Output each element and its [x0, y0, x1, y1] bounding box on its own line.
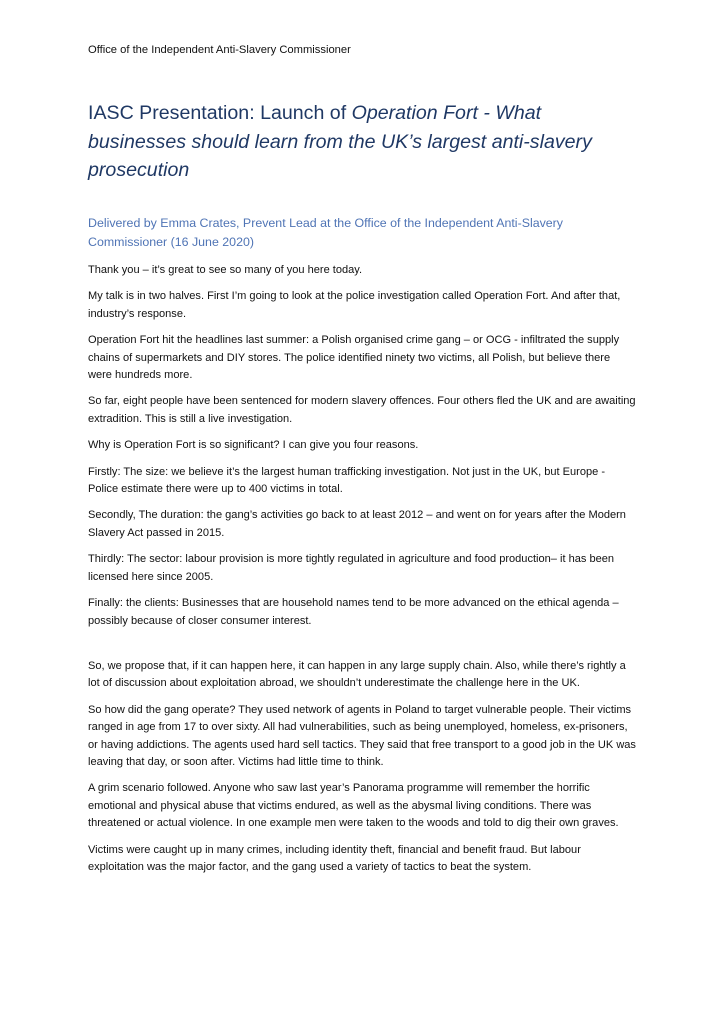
running-header: Office of the Independent Anti-Slavery Commissioner [88, 44, 351, 56]
paragraph: Firstly: The size: we believe it’s the largest human trafficking investigation. Not just in the UK, but Europe - Police estimate there were up to 400 victims in total. [88, 465, 605, 496]
speech-body [88, 262, 636, 885]
paragraph: Thank you – it’s great to see so many of you here today. [88, 264, 363, 276]
paragraph: Operation Fort hit the headlines last summer: a Polish organised crime gang – or OCG - infiltrated the supply chains of supermarkets and DIY stores. The police identified ninety two victims, all Polish, but believe there were hundreds more. [88, 334, 620, 382]
paragraph: So far, eight people have been sentenced for modern slavery offences. Four others fled the UK and are awaiting extradition. This is still a live investigation. [88, 395, 636, 425]
paragraph: Secondly, The duration: the gang’s activities go back to at least 2012 – and went on for years after the Modern Slavery Act passed in 2015. [88, 509, 626, 539]
paragraph: Why is Operation Fort is so significant? I can give you four reasons. [88, 439, 419, 452]
paragraph: Thirdly: The sector: labour provision is more tightly regulated in agriculture and food production– it has been licensed here since 2005. [88, 553, 615, 583]
title-italic: Operation Fort - What businesses should learn from the UK’s largest anti-slavery prosecution [88, 102, 592, 181]
paragraph: So how did the gang operate? They used network of agents in Poland to target vulnerable people. Their victims ranged in age from 17 to over sixty. All had vulnerabilities, such as being unemployed, homeless, ex-prisoners, or having addictions. The agents used hard sell tactics. They said that free transport to a good job in the UK was leaving that day, or soon after. Victims had little time to think. [88, 703, 636, 768]
paragraph: Victims were caught up in many crimes, including identity theft, financial and benefit fraud. But labour exploitation was the major factor, and the gang used a variety of tactics to beat the system. [88, 843, 581, 873]
paragraph: Finally: the clients: Businesses that are household names tend to be more advanced on the ethical agenda –possibly because of closer consumer interest. [88, 597, 619, 627]
title-prefix: IASC Presentation: Launch of [88, 102, 352, 124]
document-title [88, 99, 636, 185]
paragraph: My talk is in two halves. First I’m going to look at the police investigation called Operation Fort. And after that, industry’s response. [88, 290, 621, 320]
delivery-subtitle: Delivered by Emma Crates, Prevent Lead at the Office of the Independent Anti-Slavery Commissioner (16 June 2020) [88, 216, 564, 249]
paragraph: A grim scenario followed. Anyone who saw last year’s Panorama programme will remember the horrific emotional and physical abuse that victims endured, as well as the abysmal living conditions. There was threatened or actual violence. In one example men were taken to the woods and told to dig their own graves. [88, 782, 619, 830]
paragraph: So, we propose that, if it can happen here, it can happen in any large supply chain. Also, while there’s rightly a lot of discussion about exploitation abroad, we shouldn’t underestimate the challenge here in the UK. [88, 659, 626, 690]
